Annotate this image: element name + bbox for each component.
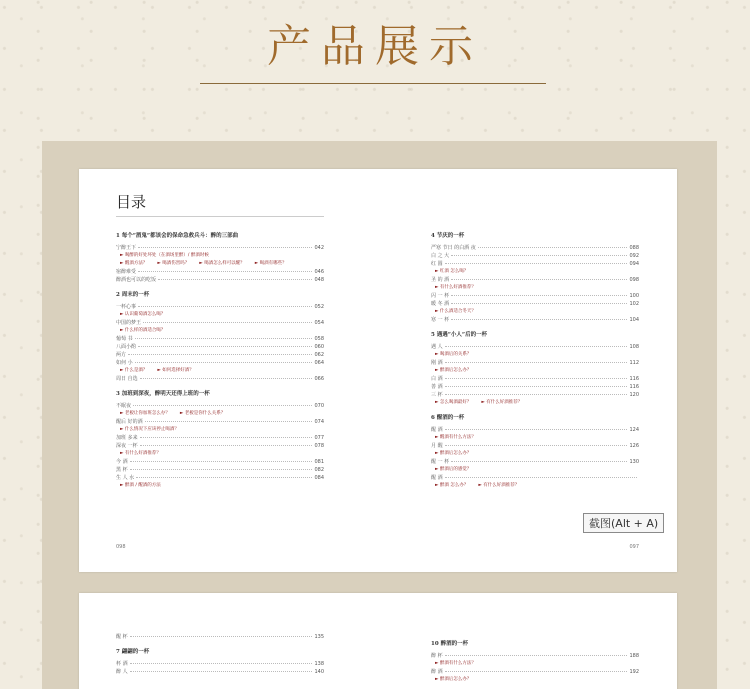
toc-subentry-text: ► 喝酒伤害吗？ xyxy=(157,261,190,266)
toc-subentry xyxy=(431,660,639,668)
toc-leader xyxy=(135,362,313,363)
page-title: 产品展示 xyxy=(267,21,483,72)
toc-leader xyxy=(130,469,313,470)
toc-subentry-text: ► 醒酒有什么方法？ xyxy=(435,435,476,440)
toc-section-title: 2 周末的一杯 xyxy=(116,292,150,298)
toc-page-number: 140 xyxy=(314,669,324,675)
toc-page-number: 094 xyxy=(629,261,639,267)
toc-page-number: 077 xyxy=(314,435,324,441)
toc-leader xyxy=(158,279,312,280)
toc-entry-title: 醒 杯 xyxy=(116,634,128,640)
toc-title: 目录 xyxy=(116,193,147,211)
toc-entry[interactable] xyxy=(431,260,639,268)
toc-entry-title: 白 酒 xyxy=(431,376,443,382)
toc-subentry xyxy=(431,482,639,490)
toc-entry[interactable] xyxy=(431,252,639,260)
toc-leader xyxy=(445,394,628,395)
toc-entry[interactable] xyxy=(431,474,639,482)
toc-subentry xyxy=(116,410,324,418)
toc-leader xyxy=(451,319,627,320)
toc-subentry xyxy=(116,482,324,490)
toc-entry[interactable] xyxy=(116,633,324,641)
toc-entry-title: 醒 酒 xyxy=(431,475,443,481)
toc-left-column xyxy=(116,225,324,490)
toc-leader xyxy=(140,437,313,438)
toc-subentry-text: ► 喝酒有哪些？ xyxy=(254,261,287,266)
toc-leader xyxy=(445,386,628,387)
toc-entry[interactable] xyxy=(431,244,639,252)
toc-entry[interactable] xyxy=(116,375,324,383)
toc-entry[interactable] xyxy=(431,668,639,676)
toc-subentry xyxy=(431,466,639,474)
toc-leader xyxy=(135,338,313,339)
toc-subentry-text: ► 什么酒适合冬天？ xyxy=(435,309,476,314)
toc-entry-title: 醒 酒 xyxy=(431,427,443,433)
toc-leader xyxy=(445,429,628,430)
toc-subentry-text: ► 红酒 怎么喝？ xyxy=(435,269,469,274)
toc2-left-column xyxy=(116,633,324,676)
toc-page-number: 102 xyxy=(629,301,639,307)
toc-entry-title: 一杯心事 xyxy=(116,304,137,310)
toc-entry-title: 不眠夜 xyxy=(116,403,132,409)
toc-page-number: 042 xyxy=(314,245,324,251)
toc-entry-title: 醒后 好的酒 xyxy=(116,419,143,425)
toc-subentry xyxy=(116,450,324,458)
toc-entry[interactable] xyxy=(116,660,324,668)
toc-entry[interactable] xyxy=(116,418,324,426)
toc-page-number: 078 xyxy=(314,443,324,449)
toc-entry[interactable] xyxy=(116,442,324,450)
toc-leader xyxy=(445,655,628,656)
toc-entry-title: 严寒 节日 的白酒 夜 xyxy=(431,245,476,251)
toc-divider xyxy=(116,216,324,217)
toc-page-number: 100 xyxy=(629,293,639,299)
toc-entry-title: 加班 多来 xyxy=(116,435,138,441)
toc-subentry-text: ► 喝醉的好处坏处（在酒场里醉）/ 醉酒时候 xyxy=(120,253,209,258)
toc-entry-title: 圣 的 酒 xyxy=(431,277,450,283)
toc-entry-title: 红 圆 xyxy=(431,261,443,267)
page-number-right: 097 xyxy=(629,544,639,550)
toc-entry-title: 葡萄 书 xyxy=(116,336,133,342)
toc-subentry xyxy=(116,260,324,268)
toc-subentry xyxy=(116,367,324,375)
toc-leader xyxy=(451,461,627,462)
toc-leader xyxy=(133,405,312,406)
toc-page-number: 082 xyxy=(314,467,324,473)
toc-entry[interactable] xyxy=(431,343,639,351)
toc-entry[interactable] xyxy=(116,276,324,284)
toc-entry-title: 黑 杯 xyxy=(116,467,128,473)
toc-page-number: 120 xyxy=(629,392,639,398)
toc-page-number: 112 xyxy=(629,360,639,366)
toc-entry-title: 醉 人 xyxy=(116,669,128,675)
toc-leader xyxy=(138,346,312,347)
toc-page-number: 138 xyxy=(314,661,324,667)
toc-entry[interactable] xyxy=(431,292,639,300)
toc-entry[interactable] xyxy=(431,426,639,434)
page-number-left: 098 xyxy=(116,544,126,550)
toc-leader xyxy=(445,671,628,672)
toc-subentry-text: ► 醉酒后的感觉？ xyxy=(435,467,472,472)
toc-entry-title: 中国的梦王 xyxy=(116,320,142,326)
toc-subentry xyxy=(431,308,639,316)
toc-entry[interactable] xyxy=(116,458,324,466)
toc-leader xyxy=(451,255,627,256)
toc-entry-title: 杯 酒 xyxy=(116,661,128,667)
toc-leader xyxy=(140,445,313,446)
toc-entry-title: 暖 冬 酒 xyxy=(431,301,450,307)
toc-page-number: 048 xyxy=(314,277,324,283)
toc-page-number: 081 xyxy=(314,459,324,465)
toc-entry[interactable] xyxy=(431,375,639,383)
toc-leader xyxy=(136,477,312,478)
toc-leader xyxy=(138,247,312,248)
toc-subentry xyxy=(431,351,639,359)
screenshot-tooltip: 截图(Alt + A) xyxy=(583,513,664,533)
toc-leader xyxy=(145,421,313,422)
toc-entry-title: 月 醒 xyxy=(431,443,443,449)
toc-subentry-text: ► 有什么好酒推荐？ xyxy=(120,451,161,456)
toc-page-number: 054 xyxy=(314,320,324,326)
toc-page-number: 074 xyxy=(314,419,324,425)
toc-leader xyxy=(478,247,628,248)
toc-entry-title: 刚 酒 xyxy=(431,360,443,366)
toc-subentry-text: ► 醉酒后怎么办？ xyxy=(435,451,472,456)
toc-section-title: 1 每个“酒鬼”都该会的保命急救兵斗：醉的三部曲 xyxy=(116,233,239,239)
toc-page-number: 060 xyxy=(314,344,324,350)
toc-subentry xyxy=(116,252,324,260)
toc-entry-title: 今 酒 xyxy=(116,459,128,465)
toc-leader xyxy=(445,477,637,478)
toc-subentry-text: ► 醒酒方法？ xyxy=(120,261,148,266)
toc-leader xyxy=(143,322,312,323)
toc-entry[interactable] xyxy=(116,359,324,367)
toc-page-number: 052 xyxy=(314,304,324,310)
toc-entry[interactable] xyxy=(431,276,639,284)
toc-subentry-text: ► 什么是酒？ xyxy=(120,368,148,373)
toc-page-number: 135 xyxy=(314,634,324,640)
toc-leader xyxy=(128,354,312,355)
toc-subentry xyxy=(431,399,639,407)
toc-entry-title: 宿醉难受 xyxy=(116,269,137,275)
toc-page-number: 058 xyxy=(314,336,324,342)
toc-entry[interactable] xyxy=(116,343,324,351)
toc2-right-column xyxy=(431,633,639,684)
toc-subentry-text: ► 如何选择好酒？ xyxy=(157,368,194,373)
toc-entry-title: 醉 酒 xyxy=(431,669,443,675)
toc-leader xyxy=(445,263,628,264)
toc-subentry xyxy=(116,327,324,335)
toc-right-column xyxy=(431,225,639,490)
toc-entry[interactable] xyxy=(431,300,639,308)
toc-page-number: 098 xyxy=(629,277,639,283)
toc-entry[interactable] xyxy=(116,402,324,410)
toc-subentry-text: ► 醉酒有什么方法？ xyxy=(435,661,476,666)
toc-subentry xyxy=(116,311,324,319)
toc-subentry-text: ► 什么样的酒适合喝？ xyxy=(120,328,166,333)
toc-subentry-text: ► 有什么好酒推荐？ xyxy=(481,400,523,405)
toc-entry-title: 遇 人 xyxy=(431,344,443,350)
toc-leader xyxy=(451,303,627,304)
toc-page-number: 130 xyxy=(629,459,639,465)
toc-entry-title: 白 之 大 xyxy=(431,253,450,259)
toc-section-title: 7 翩翩的一杯 xyxy=(116,649,150,655)
toc-subentry xyxy=(431,450,639,458)
toc-entry[interactable] xyxy=(431,391,639,399)
toc-leader xyxy=(140,378,313,379)
toc-page-number: 188 xyxy=(629,653,639,659)
toc-entry[interactable] xyxy=(116,668,324,676)
toc-leader xyxy=(445,362,628,363)
toc-subentry xyxy=(431,676,639,684)
toc-entry-title: 三 杯 xyxy=(431,392,443,398)
toc-section-title: 3 加班到深夜，醉明天还得上班的一杯 xyxy=(116,391,210,397)
toc-entry[interactable] xyxy=(431,458,639,466)
toc-entry[interactable] xyxy=(431,652,639,660)
toc-entry[interactable] xyxy=(431,359,639,367)
toc-entry[interactable] xyxy=(431,383,639,391)
toc-subentry-text: ► 什么情况下应该停止喝酒？ xyxy=(120,427,179,432)
toc-subentry-text: ► 喝酒后的关系？ xyxy=(435,352,472,357)
toc-page-number: 066 xyxy=(314,376,324,382)
toc-subentry-text: ► 醉酒后怎么办？ xyxy=(435,368,472,373)
toc-page-number: 092 xyxy=(629,253,639,259)
toc-page-number: 116 xyxy=(629,384,639,390)
toc-subentry-text: ► 醉酒后怎么办？ xyxy=(435,677,472,682)
toc-leader xyxy=(130,461,313,462)
toc-entry-title: 深夜 一杯 xyxy=(116,443,138,449)
toc-entry-title: 如何 小 xyxy=(116,360,133,366)
toc-leader xyxy=(451,279,627,280)
toc-subentry-text: ► 有什么好酒推荐？ xyxy=(435,285,476,290)
toc-leader xyxy=(138,271,312,272)
toc-page-number: 070 xyxy=(314,403,324,409)
toc-entry[interactable] xyxy=(116,244,324,252)
toc-subentry-text: ► 醉酒 / 醒酒的方法 xyxy=(120,483,161,488)
toc-subentry-text: ► 有什么好酒推荐？ xyxy=(478,483,520,488)
toc-leader xyxy=(130,636,313,637)
toc-section-title: 5 遇遇“小人”后的一杯 xyxy=(431,332,488,338)
toc-entry[interactable] xyxy=(116,335,324,343)
toc-leader xyxy=(138,306,312,307)
toc-page-number: 062 xyxy=(314,352,324,358)
toc-entry-title: 醉酒也可以的吃饭 xyxy=(116,277,157,283)
toc-subentry-text: ► 醉酒 怎么办？ xyxy=(435,483,469,488)
toc-page-number: 084 xyxy=(314,475,324,481)
toc-entry[interactable] xyxy=(116,268,324,276)
toc-leader xyxy=(445,378,628,379)
book-spread xyxy=(79,169,677,572)
toc-subentry-text: ► 老板让你加班怎么办？ xyxy=(120,411,170,416)
toc-leader xyxy=(130,663,313,664)
toc-page-number: 064 xyxy=(314,360,324,366)
toc-entry-title: 宁醉王下 xyxy=(116,245,137,251)
toc-entry-title: 闪 一 杯 xyxy=(431,293,450,299)
toc-section-title: 4 节庆的一杯 xyxy=(431,233,465,239)
toc-page-number: 108 xyxy=(629,344,639,350)
toc-page-number: 192 xyxy=(629,669,639,675)
toc-page-number: 104 xyxy=(629,317,639,323)
toc-entry[interactable] xyxy=(116,434,324,442)
title-divider xyxy=(200,83,546,84)
toc-leader xyxy=(130,671,313,672)
toc-section-title: 10 醉酒的一杯 xyxy=(431,641,469,647)
toc-page-number: 126 xyxy=(629,443,639,449)
toc-leader xyxy=(445,445,628,446)
toc-section-title: 6 醒酒的一杯 xyxy=(431,415,465,421)
toc-entry-title: 寒 一 杯 xyxy=(431,317,450,323)
toc-page-number: 088 xyxy=(629,245,639,251)
toc-entry-title: 醉 杯 xyxy=(431,653,443,659)
toc-subentry xyxy=(431,367,639,375)
toc-entry-title: 两方 xyxy=(116,352,127,358)
toc-subentry xyxy=(431,268,639,276)
toc-entry[interactable] xyxy=(431,316,639,324)
toc-subentry-text: ► 老板是你什么关系？ xyxy=(179,411,226,416)
toc-entry[interactable] xyxy=(116,474,324,482)
toc-entry[interactable] xyxy=(116,303,324,311)
toc-entry[interactable] xyxy=(116,466,324,474)
toc-subentry xyxy=(431,284,639,292)
toc-subentry xyxy=(431,434,639,442)
toc-entry[interactable] xyxy=(431,442,639,450)
toc-subentry-text: ► 怎么喝酒最好？ xyxy=(435,400,472,405)
toc-subentry-text: ► 喝酒怎么样可以醒？ xyxy=(199,261,245,266)
toc-entry[interactable] xyxy=(116,319,324,327)
toc-leader xyxy=(451,295,627,296)
book-spread-second xyxy=(79,593,677,689)
toc-page-number: 116 xyxy=(629,376,639,382)
toc-page-number: 124 xyxy=(629,427,639,433)
toc-subentry-text: ► 认识葡萄酒怎么喝？ xyxy=(120,312,166,317)
toc-subentry xyxy=(116,426,324,434)
toc-entry-title: 周日 自选 xyxy=(116,376,138,382)
toc-entry-title: 生 人 水 xyxy=(116,475,135,481)
toc-entry-title: 善 酒 xyxy=(431,384,443,390)
toc-entry-title: 醒 一 杯 xyxy=(431,459,450,465)
toc-leader xyxy=(445,346,628,347)
toc-entry[interactable] xyxy=(116,351,324,359)
toc-page-number: 046 xyxy=(314,269,324,275)
toc-entry-title: 八面小酌 xyxy=(116,344,137,350)
